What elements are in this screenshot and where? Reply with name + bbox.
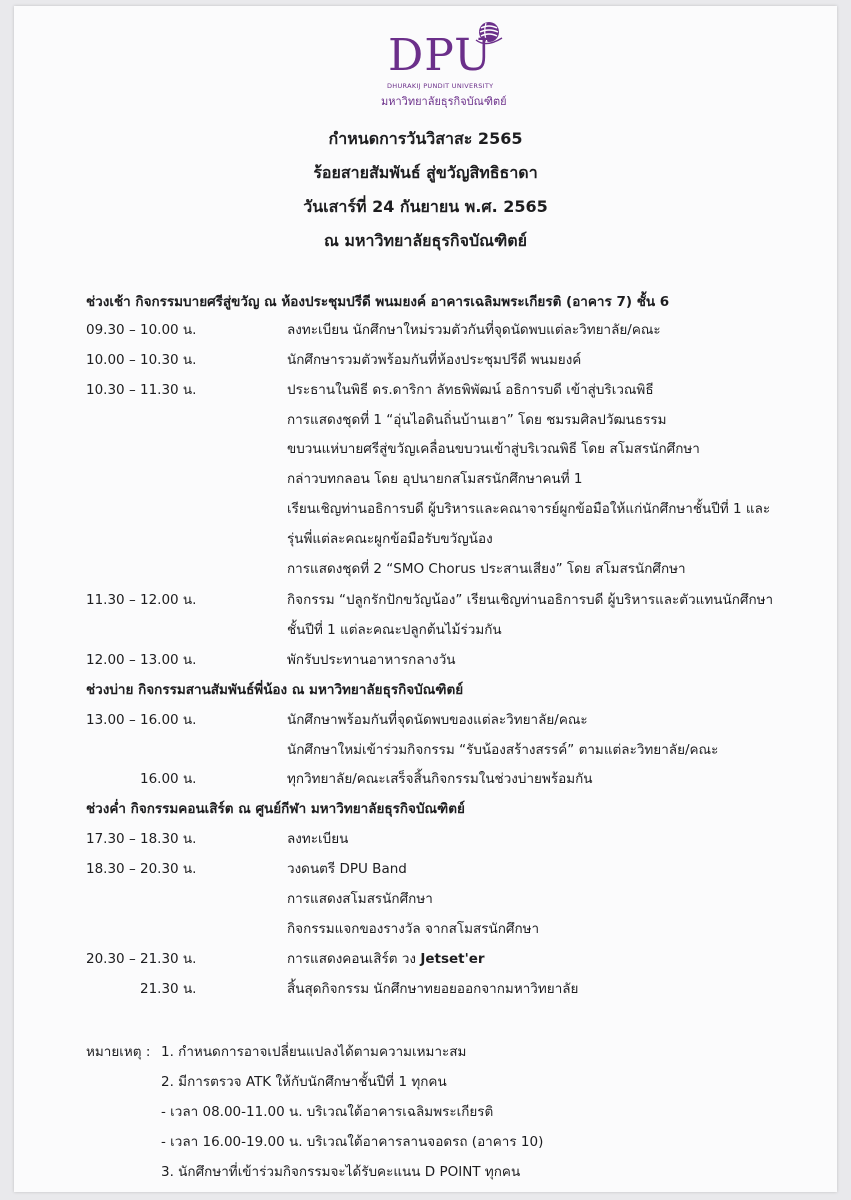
section-heading-afternoon: ช่วงบ่าย กิจกรรมสานสัมพันธ์พี่น้อง ณ มหาวิทยาลัยธุรกิจบัณฑิตย์ <box>86 682 464 698</box>
schedule-row <box>86 648 806 678</box>
schedule-desc: นักศึกษารวมตัวพร้อมกันที่ห้องประชุมปรีดี พนมยงค์ <box>287 352 582 368</box>
schedule-row <box>86 318 806 348</box>
schedule-desc: ทุกวิทยาลัย/คณะเสร็จสิ้นกิจกรรมในช่วงบ่ายพร้อมกัน <box>287 771 593 787</box>
schedule-time: 09.30 – 10.00 น. <box>86 322 197 338</box>
schedule-row <box>86 527 806 557</box>
schedule-desc: พักรับประทานอาหารกลางวัน <box>287 652 456 668</box>
schedule-time: 10.30 – 11.30 น. <box>86 382 197 398</box>
schedule-row <box>86 708 806 738</box>
schedule-desc: ลงทะเบียน <box>287 831 349 847</box>
schedule-time: 10.00 – 10.30 น. <box>86 352 197 368</box>
schedule-row <box>86 497 806 527</box>
schedule-desc: ชั้นปีที่ 1 แต่ละคณะปลูกต้นไม้ร่วมกัน <box>287 622 502 638</box>
title-theme: ร้อยสายสัมพันธ์ สู่ขวัญสิทธิธาดา <box>313 163 538 182</box>
section-heading-morning: ช่วงเช้า กิจกรรมบายศรีสู่ขวัญ ณ ห้องประชุมปรีดี พนมยงค์ อาคารเฉลิมพระเกียรติ (อาคาร 7) ชั้น 6 <box>86 294 670 310</box>
note-item: 1. กำหนดการอาจเปลี่ยนแปลงได้ตามความเหมาะสม <box>161 1044 467 1060</box>
logo-wordmark: DPU <box>388 30 493 81</box>
schedule-desc: การแสดงชุดที่ 2 “SMO Chorus ประสานเสียง” โดย สโมสรนักศึกษา <box>287 561 686 577</box>
schedule-time: 13.00 – 16.00 น. <box>86 712 197 728</box>
schedule-time: 16.00 น. <box>140 771 197 787</box>
schedule-time: 12.00 – 13.00 น. <box>86 652 197 668</box>
logo-thai-name: มหาวิทยาลัยธุรกิจบัณฑิตย์ <box>381 95 507 108</box>
schedule-row <box>86 618 806 648</box>
band-name: Jetset'er <box>420 951 485 967</box>
schedule-time: 18.30 – 20.30 น. <box>86 861 197 877</box>
schedule-desc: การแสดงชุดที่ 1 “อุ่นไอดินถิ่นบ้านเฮา” โดย ชมรมศิลปวัฒนธรรม <box>287 412 667 428</box>
note-item: - เวลา 16.00-19.00 น. บริเวณใต้อาคารลานจอดรถ (อาคาร 10) <box>161 1134 544 1150</box>
schedule-desc: การแสดงสโมสรนักศึกษา <box>287 891 433 907</box>
schedule-desc: วงดนตรี DPU Band <box>287 861 407 877</box>
section-heading-evening: ช่วงค่ำ กิจกรรมคอนเสิร์ต ณ ศูนย์กีฬา มหาวิทยาลัยธุรกิจบัณฑิตย์ <box>86 801 465 817</box>
schedule-time: 20.30 – 21.30 น. <box>86 951 197 967</box>
schedule-row <box>86 887 806 917</box>
title-event-name: กำหนดการวันวิสาสะ 2565 <box>328 129 523 148</box>
schedule-row <box>86 437 806 467</box>
schedule-row <box>86 917 806 947</box>
note-item: - เวลา 08.00-11.00 น. บริเวณใต้อาคารเฉลิมพระเกียรติ <box>161 1104 494 1120</box>
schedule-desc: ประธานในพิธี ดร.ดาริกา ลัทธพิพัฒน์ อธิการบดี เข้าสู่บริเวณพิธี <box>287 382 654 398</box>
schedule-row <box>86 467 806 497</box>
schedule-desc: กิจกรรมแจกของรางวัล จากสโมสรนักศึกษา <box>287 921 540 937</box>
schedule-row <box>86 738 806 768</box>
schedule-time: 17.30 – 18.30 น. <box>86 831 197 847</box>
schedule-desc: ลงทะเบียน นักศึกษาใหม่รวมตัวกันที่จุดนัดพบแต่ละวิทยาลัย/คณะ <box>287 322 661 338</box>
schedule-desc: นักศึกษาพร้อมกันที่จุดนัดพบของแต่ละวิทยาลัย/คณะ <box>287 712 588 728</box>
note-item: 3. นักศึกษาที่เข้าร่วมกิจกรรมจะได้รับคะแนน D POINT ทุกคน <box>161 1164 521 1180</box>
schedule-row <box>86 827 806 857</box>
schedule-desc: กล่าวบทกลอน โดย อุปนายกสโมสรนักศึกษาคนที่ 1 <box>287 471 583 487</box>
schedule-row <box>86 947 806 977</box>
schedule-row <box>86 348 806 378</box>
schedule-desc: ขบวนแห่บายศรีสู่ขวัญเคลื่อนขบวนเข้าสู่บริเวณพิธี โดย สโมสรนักศึกษา <box>287 441 700 457</box>
schedule-desc <box>287 947 807 969</box>
title-date: วันเสาร์ที่ 24 กันยายน พ.ศ. 2565 <box>303 197 548 216</box>
schedule-row <box>86 557 806 587</box>
schedule-time: 11.30 – 12.00 น. <box>86 592 197 608</box>
logo-english-name: DHURAKIJ PUNDIT UNIVERSITY <box>387 82 494 90</box>
schedule-desc: เรียนเชิญท่านอธิการบดี ผู้บริหารและคณาจารย์ผูกข้อมือให้แก่นักศึกษาชั้นปีที่ 1 และ <box>287 501 771 517</box>
schedule-desc-text: การแสดงคอนเสิร์ต วง <box>287 951 417 967</box>
title-venue: ณ มหาวิทยาลัยธุรกิจบัณฑิตย์ <box>323 231 528 250</box>
schedule-row <box>86 378 806 408</box>
schedule-desc: กิจกรรม “ปลูกรักปักขวัญน้อง” เรียนเชิญท่านอธิการบดี ผู้บริหารและตัวแทนนักศึกษา <box>287 592 774 608</box>
schedule-row <box>86 857 806 887</box>
schedule-desc: รุ่นพี่แต่ละคณะผูกข้อมือรับขวัญน้อง <box>287 531 493 547</box>
schedule-time: 21.30 น. <box>140 981 197 997</box>
schedule-desc: สิ้นสุดกิจกรรม นักศึกษาทยอยออกจากมหาวิทยาลัย <box>287 981 579 997</box>
document-title <box>0 122 851 258</box>
schedule-row <box>86 408 806 438</box>
dpu-logo <box>381 18 514 118</box>
note-item: 2. มีการตรวจ ATK ให้กับนักศึกษาชั้นปีที่ 1 ทุกคน <box>161 1074 447 1090</box>
schedule-desc: นักศึกษาใหม่เข้าร่วมกิจกรรม “รับน้องสร้างสรรค์” ตามแต่ละวิทยาลัย/คณะ <box>287 742 719 758</box>
notes-label: หมายเหตุ : <box>86 1044 151 1060</box>
schedule-row <box>86 588 806 618</box>
schedule-row <box>86 767 806 797</box>
schedule-row <box>86 977 806 1007</box>
